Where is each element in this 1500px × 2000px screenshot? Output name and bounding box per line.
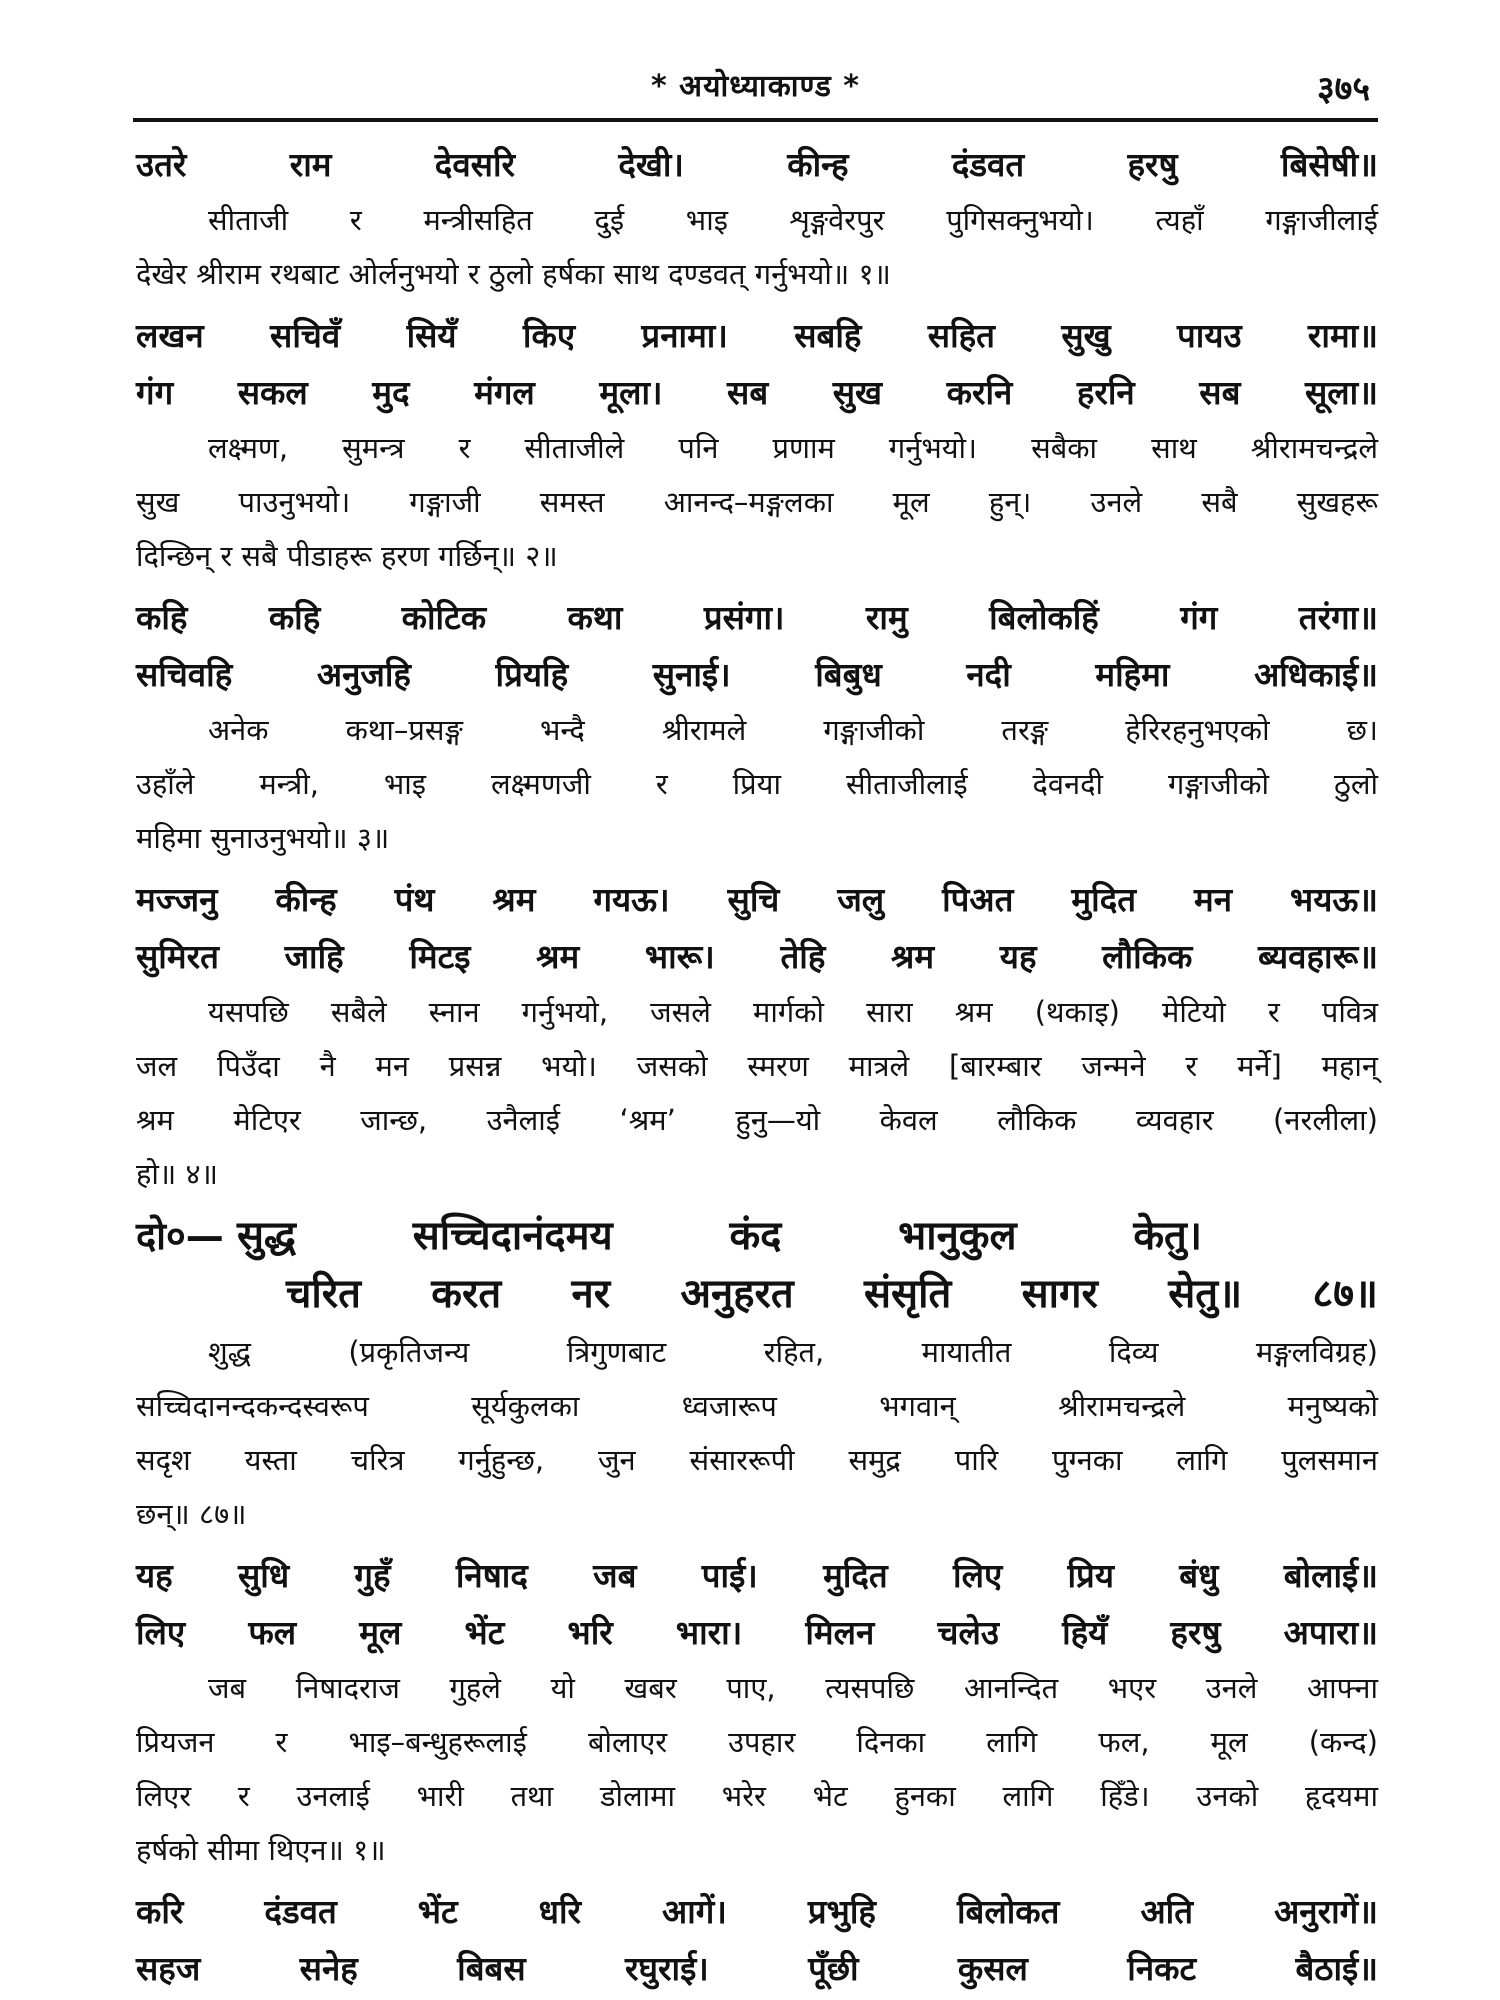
verse-line: सहज सनेह बिबस रघुराई। पूँछी कुसल निकट बैठाई॥	[136, 1949, 1378, 1988]
doha-verse	[136, 1207, 1378, 1323]
translation-line: श्रम मेटिएर जान्छ, उनैलाई ‘श्रम’ हुनु—यो केवल लौकिक व्यवहार (नरलीला)	[136, 1103, 1378, 1137]
translation-paragraph	[136, 193, 1378, 301]
verse-line: कहि कहि कोटिक कथा प्रसंगा। रामु बिलोकहिं गंग तरंगा॥	[136, 598, 1378, 637]
translation-line: यसपछि सबैले स्नान गर्नुभयो, जसले मार्गको सारा श्रम (थकाइ) मेटियो र पवित्र	[208, 995, 1378, 1029]
verse-line: गंग सकल मुद मंगल मूला। सब सुख करनि हरनि सब सूला॥	[136, 373, 1378, 412]
translation-line: प्रियजन र भाइ–बन्धुहरूलाई बोलाएर उपहार दिनका लागि फल, मूल (कन्द)	[136, 1725, 1378, 1759]
translation-line: उहाँले मन्त्री, भाइ लक्ष्मणजी र प्रिया सीताजीलाई देवनदी गङ्गाजीको ठुलो	[136, 767, 1378, 801]
translation-line: हर्षको सीमा थिएन॥ १॥	[136, 1833, 386, 1867]
verse-line: लखन सचिवँ सियँ किए प्रनामा। सबहि सहित सुखु पायउ रामा॥	[136, 316, 1378, 355]
translation-paragraph	[136, 1661, 1378, 1877]
translation-paragraph	[136, 985, 1378, 1201]
translation-paragraph	[136, 703, 1378, 865]
doha-line-1-text: सुद्ध सच्चिदानंदमय कंद भानुकुल केतु।	[237, 1213, 1203, 1259]
verse-line: उतरे राम देवसरि देखी। कीन्ह दंडवत हरषु बिसेषी॥	[136, 145, 1378, 184]
chaupai-verse	[136, 1883, 1378, 1997]
translation-line: लक्ष्मण, सुमन्त्र र सीताजीले पनि प्रणाम गर्नुभयो। सबैका साथ श्रीरामचन्द्रले	[208, 431, 1378, 465]
translation-paragraph	[136, 1325, 1378, 1541]
running-title: * अयोध्याकाण्ड *	[651, 69, 860, 104]
verse-line: यह सुधि गुहँ निषाद जब पाई। मुदित लिए प्रिय बंधु बोलाई॥	[136, 1556, 1378, 1595]
chaupai-verse	[136, 1547, 1378, 1661]
chaupai-verse	[136, 136, 1378, 193]
doha-label: दो०—	[136, 1214, 238, 1258]
verse-line: लिए फल मूल भेंट भरि भारा। मिलन चलेउ हियँ हरषु अपारा॥	[136, 1613, 1378, 1652]
chaupai-verse	[136, 307, 1378, 421]
translation-line: देखेर श्रीराम रथबाट ओर्लनुभयो र ठुलो हर्षका साथ दण्डवत् गर्नुभयो॥ १॥	[136, 257, 891, 291]
translation-line: सच्चिदानन्दकन्दस्वरूप सूर्यकुलका ध्वजारूप भगवान् श्रीरामचन्द्रले मनुष्यको	[136, 1389, 1378, 1423]
translation-paragraph	[136, 421, 1378, 583]
chaupai-verse	[136, 871, 1378, 985]
translation-line: सदृश यस्ता चरित्र गर्नुहुन्छ, जुन संसाररूपी समुद्र पारि पुग्नका लागि पुलसमान	[136, 1443, 1378, 1477]
translation-line: हो॥ ४॥	[136, 1157, 218, 1191]
translation-line: सुख पाउनुभयो। गङ्गाजी समस्त आनन्द–मङ्गलका मूल हुन्। उनले सबै सुखहरू	[136, 485, 1378, 519]
page-content	[136, 136, 1378, 1997]
verse-line: मज्जनु कीन्ह पंथ श्रम गयऊ। सुचि जलु पिअत मुदित मन भयऊ॥	[136, 880, 1378, 919]
verse-line: सचिवहि अनुजहि प्रियहि सुनाई। बिबुध नदी महिमा अधिकाई॥	[136, 655, 1378, 694]
chaupai-verse	[136, 589, 1378, 703]
translation-line: अनेक कथा–प्रसङ्ग भन्दै श्रीरामले गङ्गाजीको तरङ्ग हेरिरहनुभएको छ।	[208, 713, 1378, 747]
translation-line: शुद्ध (प्रकृतिजन्य त्रिगुणबाट रहित, मायातीत दिव्य मङ्गलविग्रह)	[208, 1335, 1378, 1369]
page-number: ३७५	[1316, 69, 1370, 109]
translation-line: छन्॥ ८७॥	[136, 1497, 247, 1531]
translation-line: दिन्छिन् र सबै पीडाहरू हरण गर्छिन्॥ २॥	[136, 539, 558, 573]
doha-line-1	[136, 1207, 1378, 1265]
translation-line: जब निषादराज गुहले यो खबर पाए, त्यसपछि आनन्दित भएर उनले आफ्ना	[208, 1671, 1378, 1705]
header-rule	[133, 118, 1378, 122]
translation-line: सीताजी र मन्त्रीसहित दुई भाइ शृङ्गवेरपुर पुगिसक्नुभयो। त्यहाँ गङ्गाजीलाई	[208, 203, 1378, 237]
verse-line: करि दंडवत भेंट धरि आगें। प्रभुहि बिलोकत अति अनुरागें॥	[136, 1892, 1378, 1931]
translation-line: महिमा सुनाउनुभयो॥ ३॥	[136, 821, 390, 855]
doha-line-2: चरित करत नर अनुहरत संसृति सागर सेतु॥ ८७॥	[286, 1271, 1378, 1317]
translation-line: जल पिउँदा नै मन प्रसन्न भयो। जसको स्मरण मात्रले [बारम्बार जन्मने र मर्ने] महान्	[136, 1049, 1378, 1083]
translation-line: लिएर र उनलाई भारी तथा डोलामा भरेर भेट हुनका लागि हिँडे। उनको हृदयमा	[136, 1779, 1378, 1813]
verse-line: सुमिरत जाहि मिटइ श्रम भारू। तेहि श्रम यह लौकिक ब्यवहारू॥	[136, 937, 1378, 976]
page-header	[133, 60, 1378, 116]
